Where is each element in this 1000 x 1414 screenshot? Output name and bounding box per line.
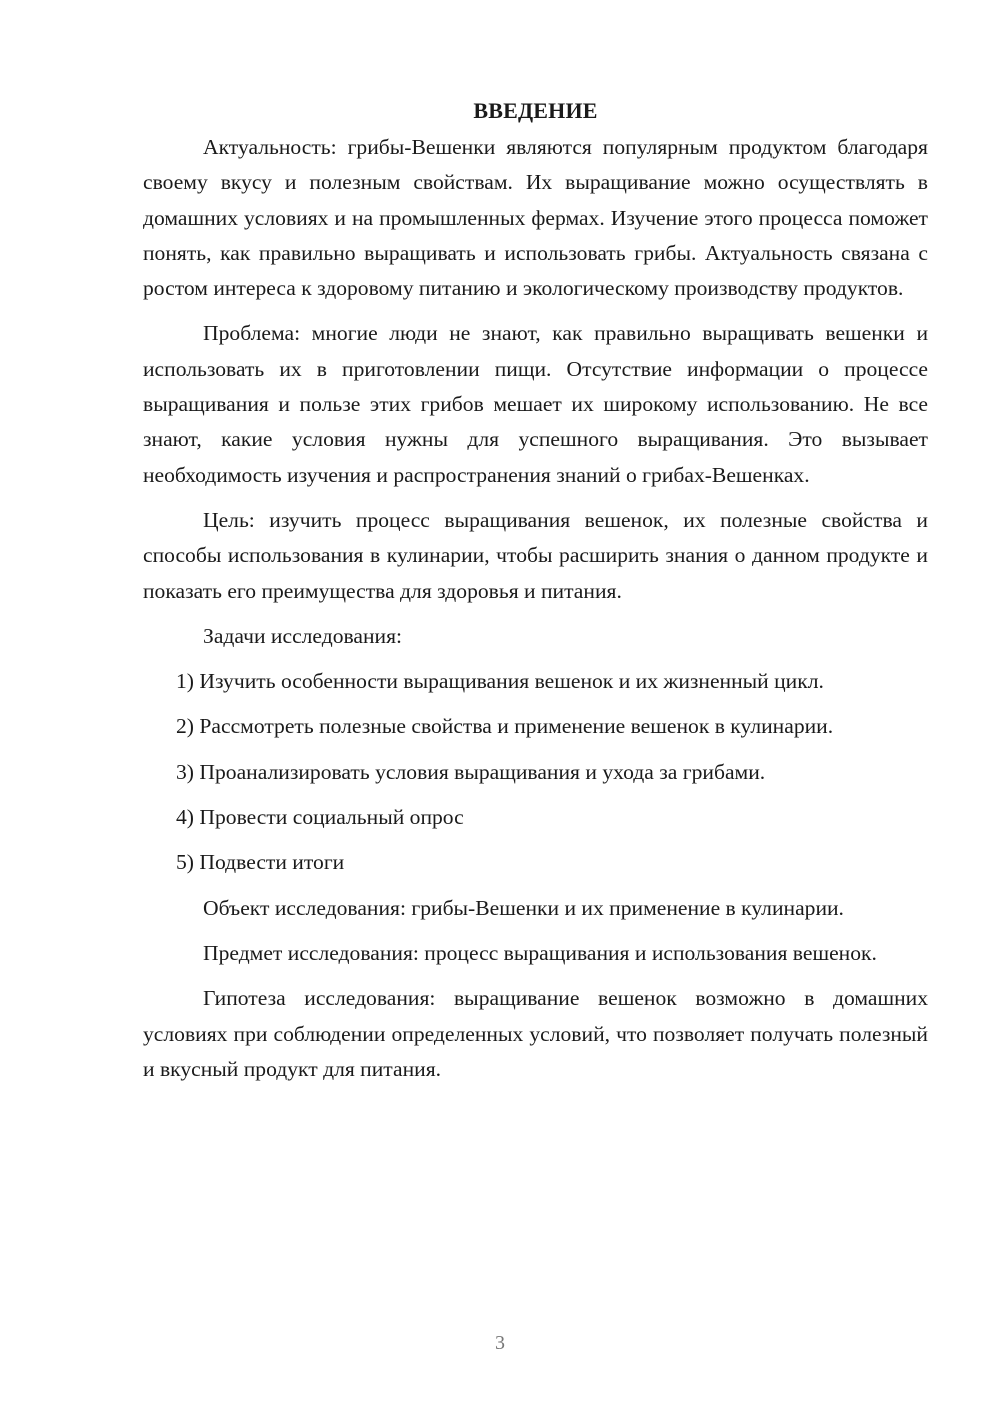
- task-item: 5) Подвести итоги: [176, 850, 345, 875]
- relevance-paragraph: Актуальность: грибы-Вешенки являются популярным продуктом благодаря своему вкусу и полезным свойствам. Их выращивание можно осуществлять в домашних условиях и на промышленных фермах. Изучение этого процесса поможет понять, как правильно выращивать и использовать грибы. Актуальность связана с ростом интереса к здоровому питанию и экологическому производству продуктов.: [143, 135, 928, 301]
- task-item: 1) Изучить особенности выращивания вешенок и их жизненный цикл.: [176, 669, 824, 694]
- object-paragraph: Объект исследования: грибы-Вешенки и их применение в кулинарии.: [203, 895, 844, 920]
- goal-paragraph: Цель: изучить процесс выращивания вешенок, их полезные свойства и способы использования в кулинарии, чтобы расширить знания о данном продукте и показать его преимущества для здоровья и питания.: [143, 507, 928, 603]
- page-content: [143, 93, 928, 1097]
- task-item: 2) Рассмотреть полезные свойства и применение вешенок в кулинарии.: [176, 714, 834, 739]
- tasks-heading: Задачи исследования:: [203, 623, 403, 648]
- page-number: 3: [495, 1332, 505, 1354]
- subject-paragraph: Предмет исследования: процесс выращивания и использования вешенок.: [203, 940, 877, 965]
- section-title: ВВЕДЕНИЕ: [473, 98, 598, 123]
- problem-paragraph: Проблема: многие люди не знают, как правильно выращивать вешенки и использовать их в приготовлении пищи. Отсутствие информации о процессе выращивания и пользе этих грибов мешает их широкому использованию. Не все знают, какие условия нужны для успешного выращивания. Это вызывает необходимость изучения и распространения знаний о грибах-Вешенках.: [143, 321, 928, 487]
- task-item: 3) Проанализировать условия выращивания и ухода за грибами.: [176, 759, 766, 784]
- task-item: 4) Провести социальный опрос: [176, 805, 464, 830]
- tasks-list: [143, 664, 928, 880]
- hypothesis-paragraph: Гипотеза исследования: выращивание вешенок возможно в домашних условиях при соблюдении определенных условий, что позволяет получать полезный и вкусный продукт для питания.: [143, 986, 928, 1081]
